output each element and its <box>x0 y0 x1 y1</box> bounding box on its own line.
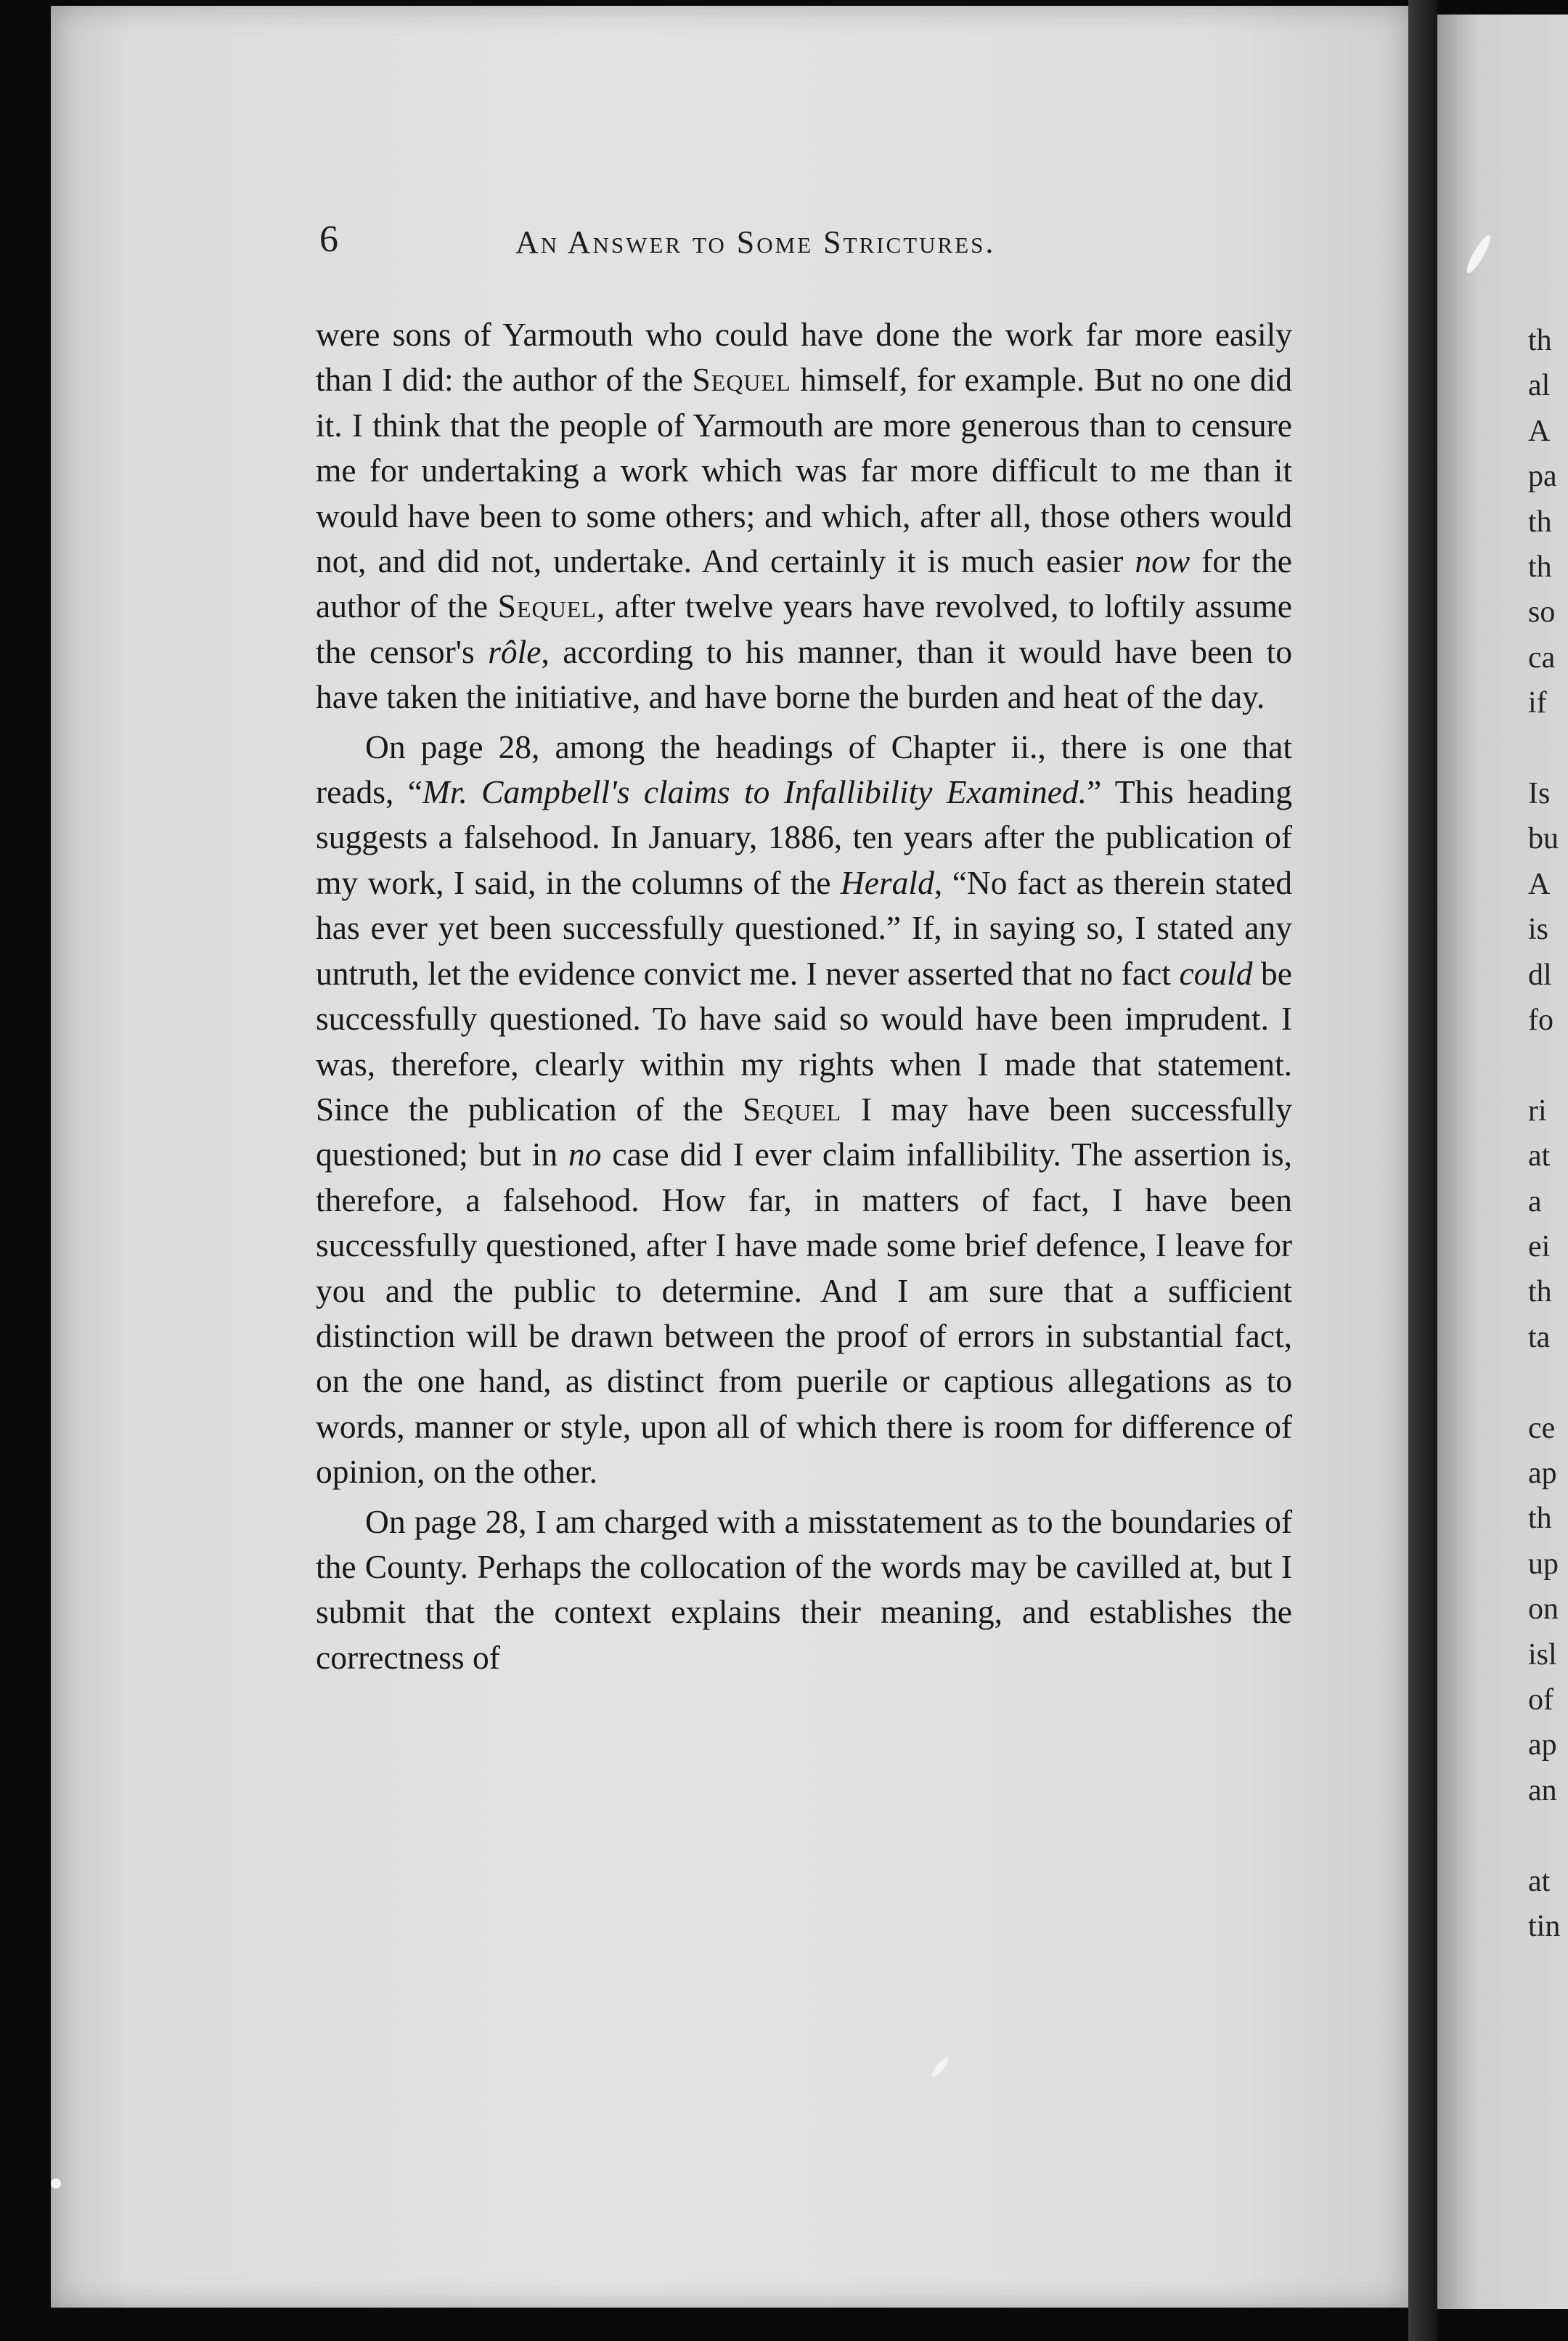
paragraph <box>316 1499 1292 1681</box>
adjacent-page-fragment: isl <box>1528 1637 1557 1672</box>
page-header <box>319 218 1111 283</box>
page-number: 6 <box>319 219 338 260</box>
adjacent-page-fragment: tin <box>1528 1910 1561 1943</box>
adjacent-page-fragment: A <box>1528 867 1551 901</box>
text-run: be successfully questioned. To have said so would have been imprudent. I was, therefore, clearly within my rights when I made that statement. Since the publication of the <box>316 954 1293 1128</box>
adjacent-page-fragment: ca <box>1528 640 1556 675</box>
adjacent-page-fragment: th <box>1528 324 1552 357</box>
adjacent-page-fragment: ap <box>1528 1728 1557 1762</box>
text-run: ” This heading suggests a falsehood. In January, 1886, ten years after the publication of my work, I said, in the columns of the <box>316 773 1293 901</box>
adjacent-page-fragment: Is <box>1528 777 1551 810</box>
scan-artifact <box>51 2178 61 2189</box>
small-caps-text: Sequel <box>692 361 791 399</box>
adjacent-page-fragment: th <box>1528 550 1552 584</box>
book-gutter <box>1408 0 1437 2341</box>
text-run: , after twelve years have revolved, to loftily assume the censor's <box>316 587 1292 670</box>
text-run: , according to his manner, than it would have been to have taken the initiative, and have borne the burden and heat of the day. <box>316 632 1292 716</box>
adjacent-page-fragment: dl <box>1528 958 1552 992</box>
adjacent-page-fragment: fo <box>1528 1003 1553 1037</box>
adjacent-page-fragment: th <box>1528 1275 1552 1309</box>
adjacent-page-fragment: ce <box>1528 1411 1556 1445</box>
italic-text: now <box>1135 542 1191 580</box>
text-run: , “No fact as therein stated has ever yet been successfully questioned.” If, in saying so, I stated any untruth, let the evidence convict me. I never asserted that no fact <box>316 863 1293 992</box>
adjacent-page-fragment: an <box>1528 1773 1557 1807</box>
page-body <box>316 312 1292 1680</box>
text-run: On page 28, among the headings of Chapter ii., there is one that reads, “ <box>316 728 1292 811</box>
adjacent-page-fragment: A <box>1528 414 1551 448</box>
small-caps-text: Sequel <box>497 587 597 625</box>
paragraph <box>316 725 1292 1495</box>
text-run: case did I ever claim infallibility. The assertion is, therefore, a falsehood. How far, in matters of fact, I have been successfully questioned, after I have made some brief defence, I leave for you and the public to determine. And I am sure that a sufficient distinction will be drawn between the proof of errors in substantial fact, on the one hand, as distinct from puerile or captious allegations as to words, manner or style, upon all of which there is room for difference of opinion, on the other. <box>316 1136 1292 1491</box>
running-title: An Answer to Some Strictures. <box>515 224 996 260</box>
italic-text: no <box>568 1136 602 1173</box>
italic-text: Herald <box>840 863 934 901</box>
italic-text: Mr. Campbell's claims to Infallibility Examined. <box>422 773 1087 811</box>
adjacent-page-fragment: ri <box>1528 1094 1547 1128</box>
small-caps-text: Sequel <box>743 1090 842 1128</box>
adjacent-page-fragment: bu <box>1528 822 1559 856</box>
text-run: were sons of Yarmouth who could have done the work far more easily than I did: the author of the <box>316 316 1292 399</box>
adjacent-page-fragment: at <box>1528 1139 1551 1173</box>
paragraph <box>316 312 1292 720</box>
adjacent-page-fragment: al <box>1528 369 1551 403</box>
adjacent-page-fragment: of <box>1528 1683 1553 1717</box>
adjacent-page-fragment: at <box>1528 1864 1551 1898</box>
adjacent-page-fragment: ta <box>1528 1320 1551 1354</box>
italic-text: rôle <box>488 632 542 670</box>
adjacent-page-fragment: is <box>1528 913 1549 947</box>
adjacent-page-fragment: on <box>1528 1592 1559 1627</box>
italic-text: could <box>1179 954 1253 992</box>
adjacent-page-fragment: th <box>1528 505 1552 539</box>
adjacent-page-fragment: ap <box>1528 1457 1557 1490</box>
adjacent-page-fragment: th <box>1528 1502 1552 1536</box>
text-run: I may have been successfully questioned; but in <box>316 1090 1292 1173</box>
adjacent-page-fragment: ei <box>1528 1230 1551 1263</box>
adjacent-page-fragment: a <box>1528 1184 1542 1218</box>
text-run: for the author of the <box>316 542 1293 625</box>
adjacent-page-fragment: up <box>1528 1547 1559 1581</box>
text-run: himself, for example. But no one did it. I think that the people of Yarmouth are more generous than to censure me for undertaking a work which was far more difficult to me than it would have been to some others; and which, after all, those others would not, and did not, undertake. And certainly it is much easier <box>316 361 1292 580</box>
adjacent-page-fragment: so <box>1528 595 1556 630</box>
adjacent-page-fragment: pa <box>1528 460 1557 494</box>
text-run: On page 28, I am charged with a misstatement as to the boundaries of the County. Perhaps the collocation of the words may be cavilled at, but I submit that the context explains their meaning, and establishes the correctness of <box>316 1502 1292 1676</box>
adjacent-page-fragment: if <box>1528 686 1547 720</box>
